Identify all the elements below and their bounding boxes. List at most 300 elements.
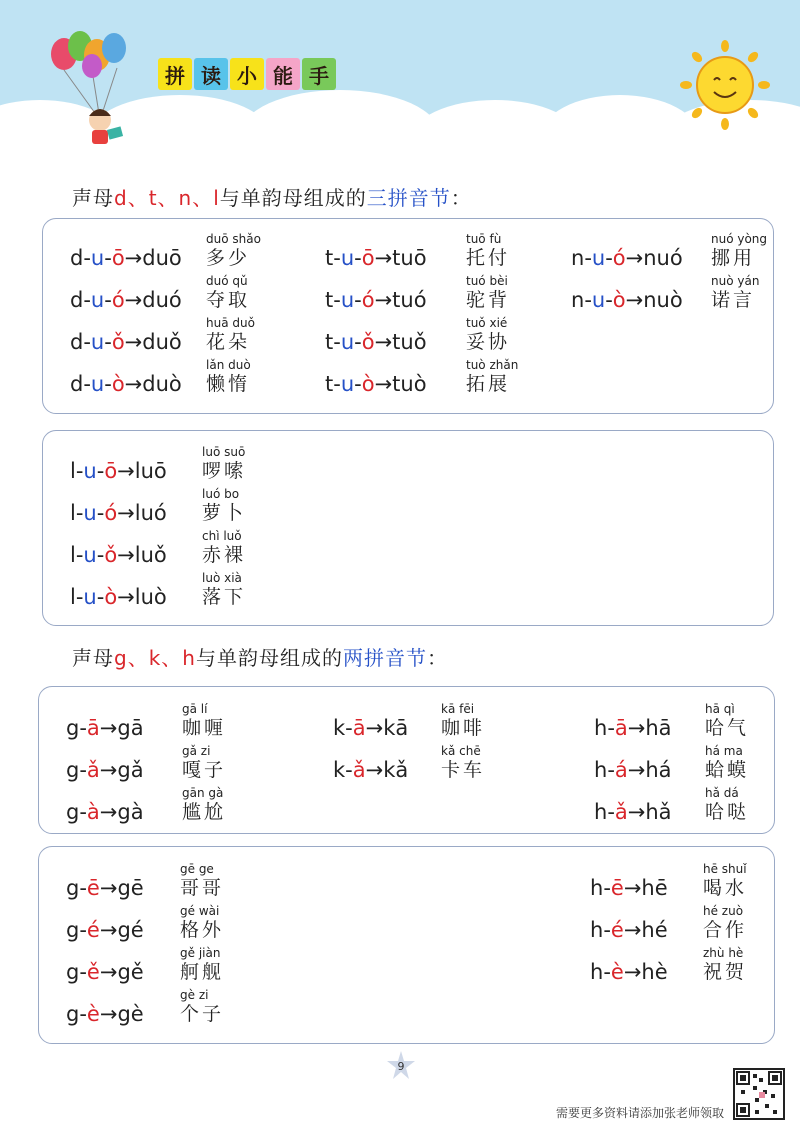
arrow: →: [99, 960, 118, 984]
initial-letter: k: [333, 758, 346, 782]
medial-letter: u: [90, 372, 105, 396]
word-pinyin: tuó bèi: [466, 274, 508, 288]
word-pinyin: gě jiàn: [180, 946, 221, 960]
toned-final: ǎ: [352, 758, 366, 782]
hyphen: -: [104, 330, 112, 354]
initial-letter: l: [70, 501, 76, 525]
heading-letters: g、k、h: [114, 646, 196, 670]
title-char: 手: [302, 58, 336, 90]
syllable-formula: [70, 543, 167, 567]
word-pinyin: gé wài: [180, 904, 220, 918]
toned-final: à: [86, 800, 100, 824]
hyphen: -: [83, 246, 91, 270]
result-syllable: luò: [134, 585, 167, 609]
heading-suffix: ：: [426, 646, 448, 670]
word-hanzi: 花朵: [206, 331, 251, 353]
toned-final: ò: [612, 288, 626, 312]
initial-letter: g: [66, 716, 80, 740]
result-syllable: tuǒ: [392, 330, 427, 354]
word-pinyin: luò xià: [202, 571, 242, 585]
example-word: [180, 988, 224, 1026]
medial-letter: u: [83, 585, 97, 609]
initial-letter: l: [70, 459, 76, 483]
initial-letter: t: [325, 330, 334, 354]
result-syllable: hē: [641, 876, 668, 900]
word-pinyin: hā qì: [705, 702, 735, 716]
initial-letter: g: [66, 876, 80, 900]
syllable-formula: [70, 288, 182, 312]
hyphen: -: [83, 330, 91, 354]
toned-final: á: [614, 758, 628, 782]
hyphen: -: [104, 288, 112, 312]
initial-letter: h: [590, 918, 604, 942]
syllable-formula: [594, 716, 672, 740]
initial-letter: g: [66, 918, 80, 942]
initial-letter: l: [70, 543, 76, 567]
syllable-formula: [66, 960, 144, 984]
toned-final: é: [86, 918, 100, 942]
toned-final: ó: [361, 288, 375, 312]
medial-letter: u: [83, 459, 97, 483]
balloon-girl-illustration: [42, 30, 152, 150]
medial-letter: u: [340, 288, 355, 312]
word-hanzi: 喝水: [703, 877, 748, 899]
initial-letter: t: [325, 288, 334, 312]
initial-letter: g: [66, 960, 80, 984]
example-word: [206, 358, 251, 396]
toned-final: ò: [104, 585, 118, 609]
medial-letter: u: [340, 246, 355, 270]
word-pinyin: há ma: [705, 744, 743, 758]
result-syllable: gē: [117, 876, 144, 900]
hyphen: -: [345, 758, 353, 782]
arrow: →: [623, 876, 642, 900]
word-hanzi: 妥协: [466, 331, 511, 353]
result-syllable: nuò: [643, 288, 683, 312]
example-word: [711, 232, 767, 270]
result-syllable: hé: [641, 918, 668, 942]
word-hanzi: 托付: [466, 247, 511, 269]
footer-note: 需要更多资料请添加张老师领取: [556, 1106, 725, 1120]
hyphen: -: [607, 716, 615, 740]
word-pinyin: chì luǒ: [202, 529, 242, 543]
hyphen: -: [83, 372, 91, 396]
word-pinyin: hē shuǐ: [703, 862, 747, 876]
example-word: [466, 232, 510, 270]
toned-final: ǒ: [361, 330, 375, 354]
word-pinyin: gā lí: [182, 702, 208, 716]
hyphen: -: [584, 246, 592, 270]
syllable-formula: [66, 876, 144, 900]
example-word: [466, 358, 518, 396]
initial-letter: l: [70, 585, 76, 609]
result-syllable: kā: [383, 716, 409, 740]
syllable-formula: [325, 372, 427, 396]
toned-final: ò: [111, 372, 125, 396]
word-pinyin: luō suō: [202, 445, 246, 459]
syllable-formula: [66, 800, 144, 824]
page-number-star: [386, 1050, 416, 1080]
toned-final: ě: [86, 960, 100, 984]
result-syllable: duō: [142, 246, 182, 270]
result-syllable: há: [645, 758, 672, 782]
syllable-formula: [571, 288, 683, 312]
syllable-formula: [590, 918, 668, 942]
arrow: →: [99, 716, 118, 740]
arrow: →: [365, 758, 384, 782]
heading-prefix: 声母: [72, 646, 114, 670]
arrow: →: [374, 288, 393, 312]
medial-letter: u: [340, 330, 355, 354]
initial-letter: h: [590, 960, 604, 984]
result-syllable: duó: [142, 288, 182, 312]
result-syllable: duò: [142, 372, 182, 396]
toned-final: ā: [86, 716, 100, 740]
toned-final: ò: [361, 372, 375, 396]
hyphen: -: [83, 288, 91, 312]
hyphen: -: [345, 716, 353, 740]
arrow: →: [99, 876, 118, 900]
hyphen: -: [333, 372, 341, 396]
hyphen: -: [605, 246, 613, 270]
word-hanzi: 诺言: [711, 289, 756, 311]
word-pinyin: kā fēi: [441, 702, 475, 716]
hyphen: -: [104, 372, 112, 396]
hyphen: -: [104, 246, 112, 270]
word-hanzi: 咖喱: [182, 717, 227, 739]
sun-icon: [680, 40, 770, 130]
example-word: [703, 946, 747, 984]
arrow: →: [625, 288, 644, 312]
word-pinyin: nuò yán: [711, 274, 760, 288]
initial-letter: d: [70, 288, 84, 312]
word-hanzi: 咖啡: [441, 717, 486, 739]
word-pinyin: gè zi: [180, 988, 209, 1002]
arrow: →: [627, 758, 646, 782]
arrow: →: [374, 372, 393, 396]
hyphen: -: [333, 246, 341, 270]
syllable-formula: [66, 918, 144, 942]
hyphen: -: [605, 288, 613, 312]
syllable-formula: [70, 372, 182, 396]
example-word: [202, 445, 246, 483]
section-heading-two-part: [72, 642, 448, 671]
word-pinyin: tuǒ xié: [466, 316, 508, 330]
hyphen: -: [96, 543, 105, 567]
example-word: [703, 904, 747, 942]
arrow: →: [627, 800, 646, 824]
toned-final: è: [610, 960, 624, 984]
initial-letter: k: [333, 716, 346, 740]
arrow: →: [117, 459, 135, 483]
hyphen: -: [79, 918, 87, 942]
result-syllable: tuó: [392, 288, 427, 312]
word-hanzi: 合作: [703, 919, 748, 941]
medial-letter: u: [591, 288, 606, 312]
toned-final: ō: [361, 246, 375, 270]
result-syllable: gè: [117, 1002, 144, 1026]
page-number: 9: [397, 1060, 405, 1073]
arrow: →: [117, 543, 135, 567]
title-char: 读: [194, 58, 228, 90]
heading-highlight: 三拼音节: [366, 186, 451, 210]
example-word: [441, 744, 485, 782]
syllable-formula: [66, 758, 144, 782]
hyphen: -: [75, 501, 84, 525]
hyphen: -: [96, 459, 105, 483]
word-pinyin: gān gà: [182, 786, 224, 800]
toned-final: é: [610, 918, 624, 942]
word-hanzi: 拓展: [466, 373, 511, 395]
example-word: [206, 274, 250, 312]
hyphen: -: [607, 800, 615, 824]
hyphen: -: [354, 288, 362, 312]
toned-final: ó: [104, 501, 118, 525]
medial-letter: u: [340, 372, 355, 396]
result-syllable: gǎ: [117, 758, 144, 782]
example-word: [202, 529, 246, 567]
word-pinyin: gē ge: [180, 862, 214, 876]
example-word: [206, 232, 261, 270]
medial-letter: u: [591, 246, 606, 270]
word-pinyin: nuó yòng: [711, 232, 768, 246]
hyphen: -: [79, 876, 87, 900]
arrow: →: [623, 918, 642, 942]
initial-letter: d: [70, 372, 84, 396]
example-word: [182, 786, 226, 824]
result-syllable: gě: [117, 960, 144, 984]
arrow: →: [627, 716, 646, 740]
word-pinyin: gǎ zi: [182, 744, 211, 758]
toned-final: ǒ: [104, 543, 118, 567]
word-hanzi: 哈哒: [705, 801, 750, 823]
result-syllable: hā: [645, 716, 672, 740]
hyphen: -: [333, 288, 341, 312]
word-pinyin: tuō fù: [466, 232, 502, 246]
word-hanzi: 尴尬: [182, 801, 227, 823]
arrow: →: [124, 246, 143, 270]
example-word: [711, 274, 759, 312]
hyphen: -: [354, 246, 362, 270]
word-pinyin: hé zuò: [703, 904, 744, 918]
result-syllable: duǒ: [142, 330, 182, 354]
title-char: 能: [266, 58, 300, 90]
arrow: →: [117, 501, 135, 525]
hyphen: -: [607, 758, 615, 782]
hyphen: -: [603, 918, 611, 942]
result-syllable: gà: [117, 800, 144, 824]
example-word: [466, 274, 510, 312]
syllable-formula: [66, 716, 144, 740]
word-hanzi: 舸舰: [180, 961, 225, 983]
syllable-formula: [333, 758, 408, 782]
word-pinyin: duó qǔ: [206, 274, 248, 288]
word-pinyin: luó bo: [202, 487, 240, 501]
toned-final: ó: [612, 246, 626, 270]
hyphen: -: [75, 585, 84, 609]
initial-letter: g: [66, 1002, 80, 1026]
word-pinyin: kǎ chē: [441, 744, 481, 758]
word-hanzi: 个子: [180, 1003, 225, 1025]
result-syllable: hè: [641, 960, 668, 984]
syllable-formula: [590, 876, 668, 900]
hyphen: -: [354, 330, 362, 354]
hyphen: -: [79, 758, 87, 782]
arrow: →: [124, 372, 143, 396]
hyphen: -: [603, 876, 611, 900]
hyphen: -: [79, 716, 87, 740]
hyphen: -: [584, 288, 592, 312]
word-hanzi: 祝贺: [703, 961, 748, 983]
word-hanzi: 夺取: [206, 289, 251, 311]
example-word: [182, 702, 226, 740]
hyphen: -: [96, 585, 105, 609]
result-syllable: kǎ: [383, 758, 409, 782]
toned-final: ó: [111, 288, 125, 312]
result-syllable: tuò: [392, 372, 427, 396]
medial-letter: u: [90, 246, 105, 270]
word-hanzi: 落下: [202, 586, 247, 608]
word-hanzi: 啰嗦: [202, 460, 247, 482]
arrow: →: [374, 246, 393, 270]
title-banner: [158, 58, 336, 90]
arrow: →: [623, 960, 642, 984]
result-syllable: gā: [117, 716, 144, 740]
hyphen: -: [79, 960, 87, 984]
word-hanzi: 哈气: [705, 717, 750, 739]
hyphen: -: [75, 543, 84, 567]
medial-letter: u: [90, 330, 105, 354]
hyphen: -: [333, 330, 341, 354]
word-hanzi: 萝卜: [202, 502, 247, 524]
arrow: →: [365, 716, 384, 740]
hyphen: -: [75, 459, 84, 483]
result-syllable: gé: [117, 918, 144, 942]
example-word: [466, 316, 510, 354]
initial-letter: h: [590, 876, 604, 900]
example-word: [182, 744, 226, 782]
toned-final: ō: [104, 459, 118, 483]
word-hanzi: 赤裸: [202, 544, 247, 566]
qr-code-icon[interactable]: [733, 1068, 785, 1120]
example-word: [705, 786, 749, 824]
title-char: 拼: [158, 58, 192, 90]
word-hanzi: 驼背: [466, 289, 511, 311]
heading-letters: d、t、n、l: [114, 186, 220, 210]
example-word: [202, 571, 246, 609]
toned-final: ō: [111, 246, 125, 270]
syllable-formula: [70, 501, 167, 525]
example-word: [180, 904, 224, 942]
word-pinyin: lǎn duò: [206, 358, 251, 372]
toned-final: è: [86, 1002, 100, 1026]
word-hanzi: 卡车: [441, 759, 486, 781]
word-hanzi: 哥哥: [180, 877, 225, 899]
initial-letter: t: [325, 372, 334, 396]
word-hanzi: 挪用: [711, 247, 756, 269]
word-pinyin: zhù hè: [703, 946, 744, 960]
syllable-formula: [70, 585, 167, 609]
example-word: [202, 487, 246, 525]
word-hanzi: 嘎子: [182, 759, 227, 781]
heading-prefix: 声母: [72, 186, 114, 210]
toned-final: ā: [352, 716, 366, 740]
arrow: →: [374, 330, 393, 354]
syllable-formula: [594, 800, 672, 824]
example-word: [206, 316, 255, 354]
toned-final: ǎ: [86, 758, 100, 782]
syllable-formula: [594, 758, 672, 782]
medial-letter: u: [90, 288, 105, 312]
hyphen: -: [96, 501, 105, 525]
example-word: [705, 702, 749, 740]
heading-middle: 与单韵母组成的: [195, 646, 343, 670]
syllable-formula: [590, 960, 668, 984]
initial-letter: d: [70, 246, 84, 270]
initial-letter: h: [594, 758, 608, 782]
example-word: [180, 862, 224, 900]
word-hanzi: 懒惰: [206, 373, 251, 395]
arrow: →: [99, 800, 118, 824]
medial-letter: u: [83, 543, 97, 567]
initial-letter: n: [571, 246, 585, 270]
initial-letter: h: [594, 716, 608, 740]
initial-letter: h: [594, 800, 608, 824]
section-heading-three-part: [72, 182, 472, 211]
syllable-formula: [66, 1002, 144, 1026]
toned-final: ǎ: [614, 800, 628, 824]
syllable-formula: [333, 716, 408, 740]
syllable-formula: [571, 246, 683, 270]
arrow: →: [99, 758, 118, 782]
initial-letter: g: [66, 758, 80, 782]
word-hanzi: 格外: [180, 919, 225, 941]
hyphen: -: [79, 800, 87, 824]
example-word: [180, 946, 224, 984]
syllable-formula: [70, 330, 182, 354]
toned-final: ǒ: [111, 330, 125, 354]
heading-suffix: ：: [450, 186, 472, 210]
result-syllable: luǒ: [134, 543, 167, 567]
result-syllable: hǎ: [645, 800, 672, 824]
result-syllable: luō: [134, 459, 167, 483]
syllable-formula: [325, 246, 427, 270]
heading-highlight: 两拼音节: [342, 646, 427, 670]
result-syllable: nuó: [643, 246, 683, 270]
word-hanzi: 多少: [206, 247, 251, 269]
hyphen: -: [354, 372, 362, 396]
syllable-formula: [325, 330, 427, 354]
word-pinyin: tuò zhǎn: [466, 358, 519, 372]
syllable-formula: [70, 246, 182, 270]
arrow: →: [117, 585, 135, 609]
example-word: [705, 744, 749, 782]
syllable-formula: [70, 459, 167, 483]
arrow: →: [124, 330, 143, 354]
toned-final: ē: [86, 876, 100, 900]
medial-letter: u: [83, 501, 97, 525]
initial-letter: t: [325, 246, 334, 270]
arrow: →: [99, 918, 118, 942]
arrow: →: [625, 246, 644, 270]
arrow: →: [124, 288, 143, 312]
initial-letter: n: [571, 288, 585, 312]
word-pinyin: hǎ dá: [705, 786, 739, 800]
syllable-formula: [325, 288, 427, 312]
initial-letter: g: [66, 800, 80, 824]
initial-letter: d: [70, 330, 84, 354]
title-char: 小: [230, 58, 264, 90]
